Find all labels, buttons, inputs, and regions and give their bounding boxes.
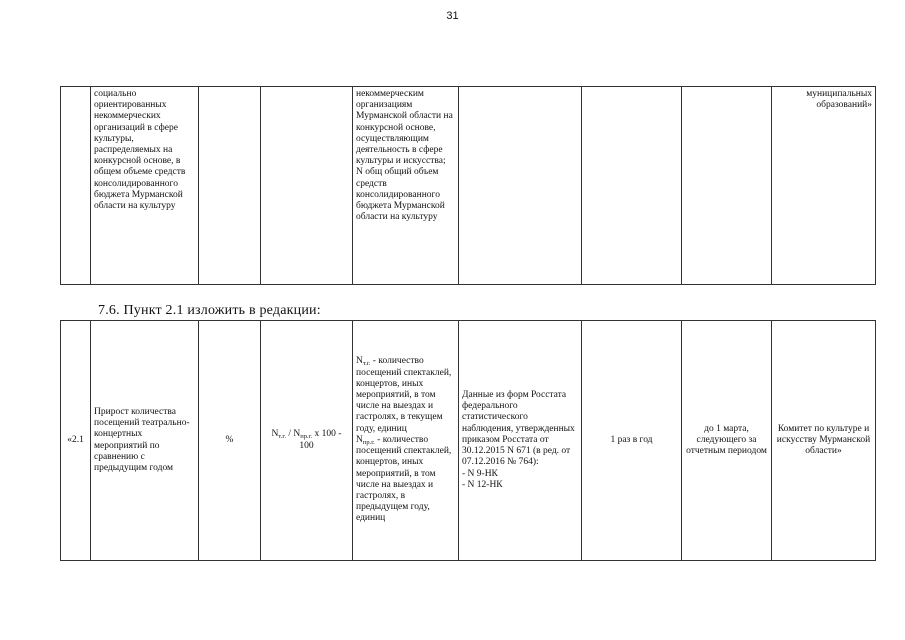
table-cell-definitions [353, 321, 459, 561]
table-cell-responsible: Комитет по культуре и искусству Мурманской области» [772, 321, 876, 561]
source-form-2: - N 12-НК [462, 479, 503, 490]
definition-current-year: $N_{т.г.}$ - количество посещений спектаклей, концертов, иных мероприятий, в том числе на выездах и гастролях, в текущем году, единиц [356, 356, 452, 434]
definition-line: некоммерческим организациям Мурманской области на конкурсной основе, осуществляющим деятельность в сфере культуры и искусства; [356, 89, 453, 167]
table-cell-formula [261, 87, 353, 285]
table-cell-unit [199, 87, 261, 285]
table-cell-responsible: муниципальных образований» [772, 87, 876, 285]
table-cell-deadline: до 1 марта, следующего за отчетным периодом [682, 321, 772, 561]
table-cell-deadline [682, 87, 772, 285]
table-cell-goal: социально ориентированных некоммерческих организаций в сфере культуры, распределяемых на конкурсной основе, в общем объеме средств консолидированного бюджета Мурманской области на культуру [91, 87, 199, 285]
table-cell-source [459, 321, 582, 561]
table-cell-definitions [353, 87, 459, 285]
definition-previous-year: $N_{пр.г.}$ - количество посещений спектаклей, концертов, иных мероприятий, в том числе на выездах и гастролях, в предыдущем году, единиц [356, 434, 452, 524]
indicator-table [60, 320, 876, 561]
table-cell-name: Прирост количества посещений театрально-концертных мероприятий по сравнению с предыдущим годом [91, 321, 199, 561]
indicator-table-continued [60, 86, 876, 285]
definition-line: N общ общий объем средств консолидированного бюджета Мурманской области на культуру [356, 167, 445, 223]
table-cell-num: «2.1 [61, 321, 91, 561]
table-cell-period [582, 87, 682, 285]
table-cell-unit: % [199, 321, 261, 561]
table-cell-period: 1 раз в год [582, 321, 682, 561]
page-number: 31 [446, 10, 459, 22]
source-form-1: - N 9-НК [462, 468, 498, 479]
table-row [61, 87, 876, 285]
table-row [61, 321, 876, 561]
table-cell-source [459, 87, 582, 285]
table-cell-formula: $N_{т.г.} / N_{пр.г.}$ x 100 - 100 [261, 321, 353, 561]
table-cell-num [61, 87, 91, 285]
section-heading: 7.6. Пункт 2.1 изложить в редакции: [98, 303, 321, 318]
source-text: Данные из форм Росстата федерального статистического наблюдения, утвержденных приказом Росстата от 30.12.2015 N 671 (в ред. от 07.12.2016 № 764): [462, 390, 575, 468]
